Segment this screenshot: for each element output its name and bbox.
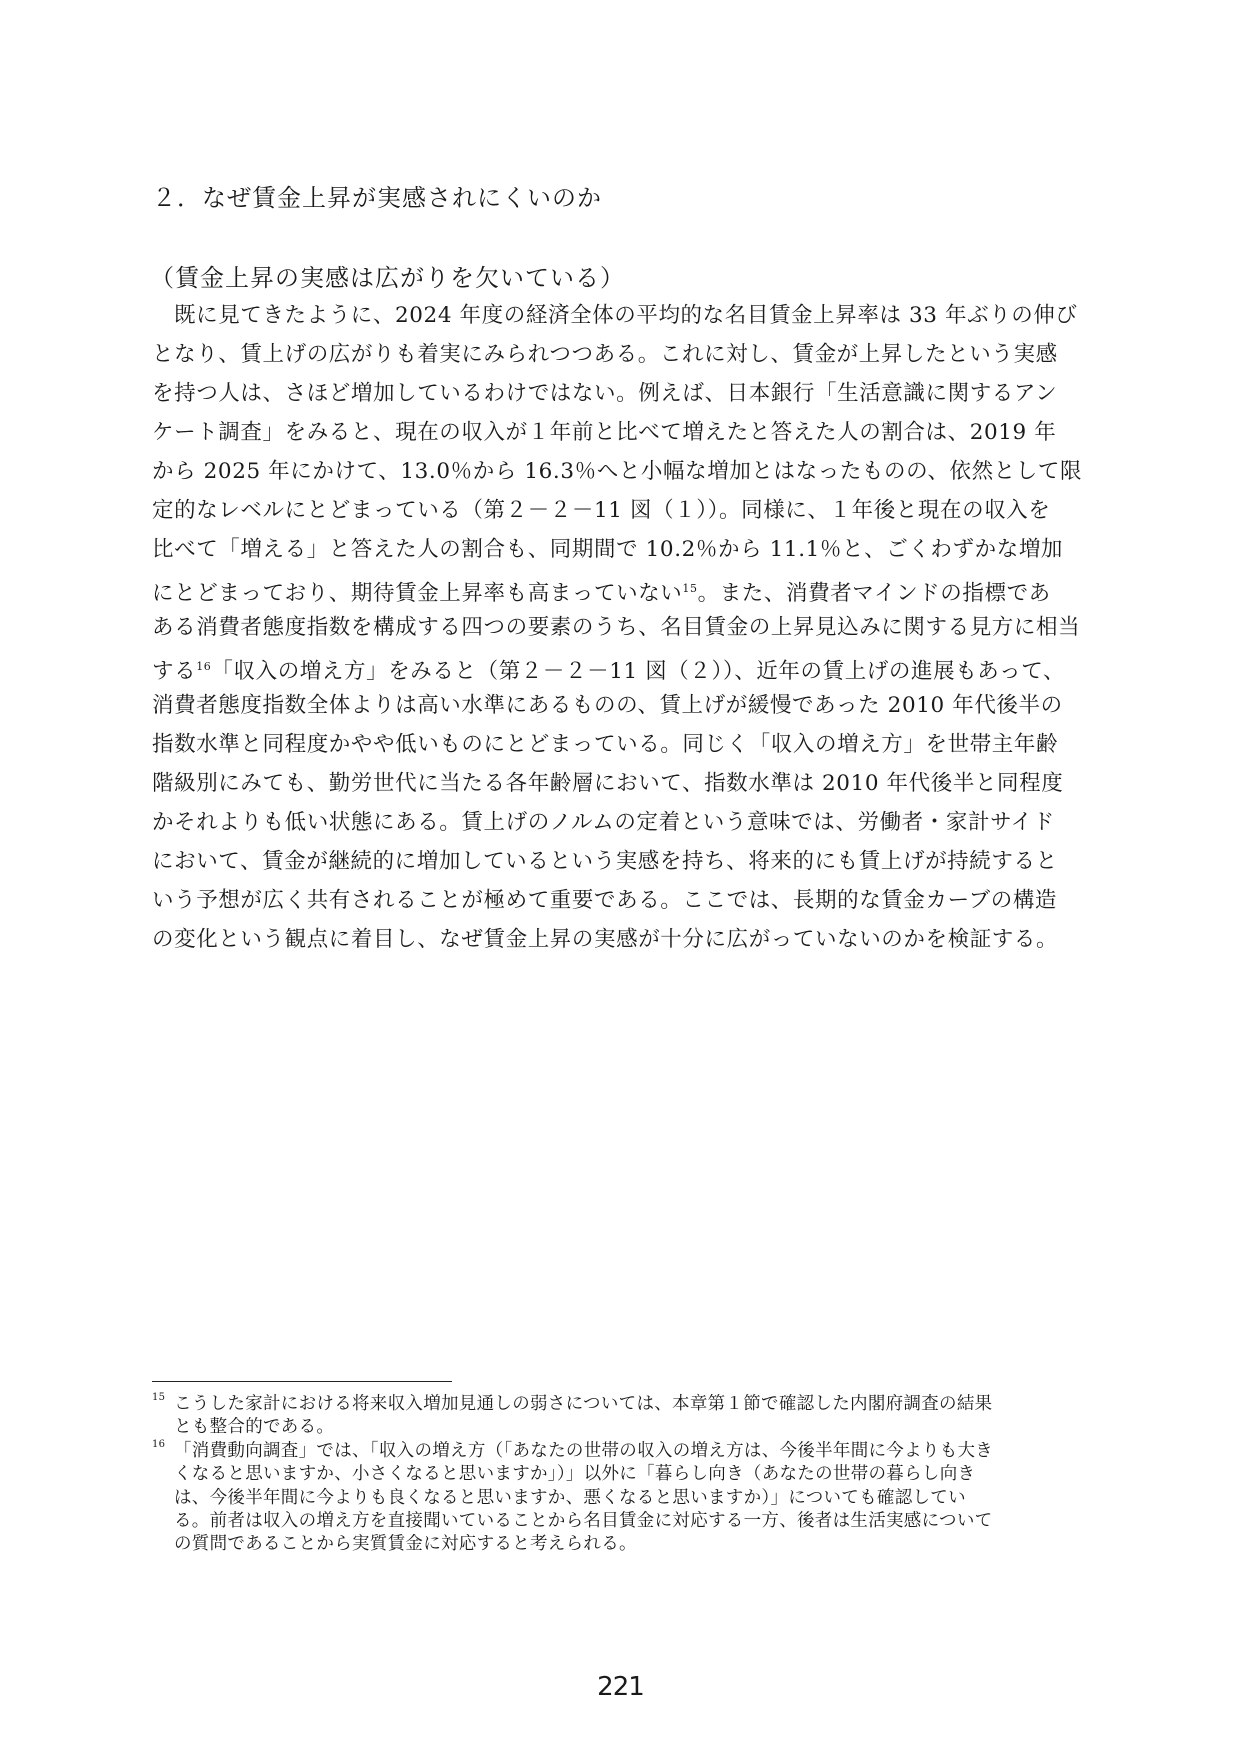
body-line-with-footnote bbox=[152, 647, 1102, 686]
footnote-line: る。前者は収入の増え方を直接聞いていることから名目賃金に対応する一方、後者は生活実感について bbox=[174, 1511, 993, 1532]
body-paragraph bbox=[152, 296, 1102, 959]
footnote-line: の質問であることから実質賃金に対応すると考えられる。 bbox=[174, 1534, 637, 1555]
sub-heading: （賃金上昇の実感は広がりを欠いている） bbox=[150, 264, 625, 292]
footnote-line: こうした家計における将来収入増加見通しの弱さについては、本章第１節で確認した内閣府調査の結果 bbox=[174, 1394, 993, 1414]
body-line: 階級別にみても、勤労世代に当たる各年齢層において、指数水準は 2010 年代後半と同程度 bbox=[152, 771, 1064, 796]
footnote-line: 「消費動向調査」では、「収入の増え方（「あなたの世帯の収入の増え方は、今後半年間に今よりも大き bbox=[174, 1440, 994, 1461]
footnote-line: くなると思いますか、小さくなると思いますか」）」以外に「暮らし向き（あなたの世帯の暮らし向き bbox=[174, 1464, 976, 1485]
body-line: 消費者態度指数全体よりは高い水準にあるものの、賃上げが緩慢であった 2010 年代後半の bbox=[152, 693, 1063, 718]
section-heading: ２．なぜ賃金上昇が実感されにくいのか bbox=[152, 184, 602, 212]
footnote-15 bbox=[152, 1393, 1102, 1440]
body-line-with-footnote bbox=[152, 569, 1102, 608]
body-line: 指数水準と同程度かやや低いものにとどまっている。同じく「収入の増え方」を世帯主年齢 bbox=[152, 732, 1059, 757]
footnote-line: は、今後半年間に今よりも良くなると思いますか、悪くなると思いますか）」についても確認してい bbox=[174, 1487, 966, 1508]
body-line: の変化という観点に着目し、なぜ賃金上昇の実感が十分に広がっていないのかを検証する。 bbox=[152, 927, 1059, 952]
body-line: から 2025 年にかけて、13.0％から 16.3％へと小幅な増加とはなったものの、依然として限 bbox=[152, 459, 1083, 484]
body-line: かそれよりも低い状態にある。賃上げのノルムの定着という意味では、労働者・家計サイド bbox=[152, 810, 1055, 835]
page-number: 221 bbox=[597, 1672, 644, 1702]
footnotes bbox=[152, 1393, 1102, 1557]
body-line: 既に見てきたように、2024 年度の経済全体の平均的な名目賃金上昇率は 33 年ぶりの伸び bbox=[174, 303, 1078, 328]
footnote-divider bbox=[152, 1381, 452, 1382]
body-line: において、賃金が継続的に増加しているという実感を持ち、将来的にも賃上げが持続すると bbox=[152, 849, 1058, 874]
body-line: となり、賃上げの広がりも着実にみられつつある。これに対し、賃金が上昇したという実感 bbox=[152, 342, 1058, 367]
footnote-mark: 15 bbox=[152, 1392, 166, 1403]
footnote-mark: 16 bbox=[152, 1438, 166, 1450]
body-line: 定的なレベルにとどまっている（第２－２－11 図（１））。同様に、１年後と現在の収入を bbox=[152, 498, 1051, 523]
body-line: いう予想が広く共有されることが極めて重要である。ここでは、長期的な賃金カーブの構造 bbox=[152, 888, 1058, 913]
footnote-16 bbox=[152, 1440, 1102, 1557]
footnote-reference[interactable]: 15 bbox=[682, 582, 698, 595]
body-text-segment: 「収入の増え方」をみると（第２－２－11 図（２））、近年の賃上げの進展もあって、 bbox=[211, 659, 1066, 685]
body-text-segment: にとどまっており、期待賃金上昇率も高まっていない bbox=[152, 581, 683, 607]
body-line: ケート調査」をみると、現在の収入が１年前と比べて増えたと答えた人の割合は、2019 年 bbox=[152, 420, 1057, 445]
footnote-line: とも整合的である。 bbox=[174, 1417, 335, 1438]
body-line: を持つ人は、さほど増加しているわけではない。例えば、日本銀行「生活意識に関するアン bbox=[152, 381, 1058, 406]
body-text-segment: 。また、消費者マインドの指標であ bbox=[697, 581, 1051, 607]
body-text-segment: する bbox=[152, 659, 197, 685]
body-line: ある消費者態度指数を構成する四つの要素のうち、名目賃金の上昇見込みに関する見方に相当 bbox=[152, 615, 1081, 640]
footnote-reference[interactable]: 16 bbox=[196, 660, 212, 673]
body-line: 比べて「増える」と答えた人の割合も、同期間で 10.2％から 11.1％と、ごくわずかな増加 bbox=[152, 537, 1064, 562]
